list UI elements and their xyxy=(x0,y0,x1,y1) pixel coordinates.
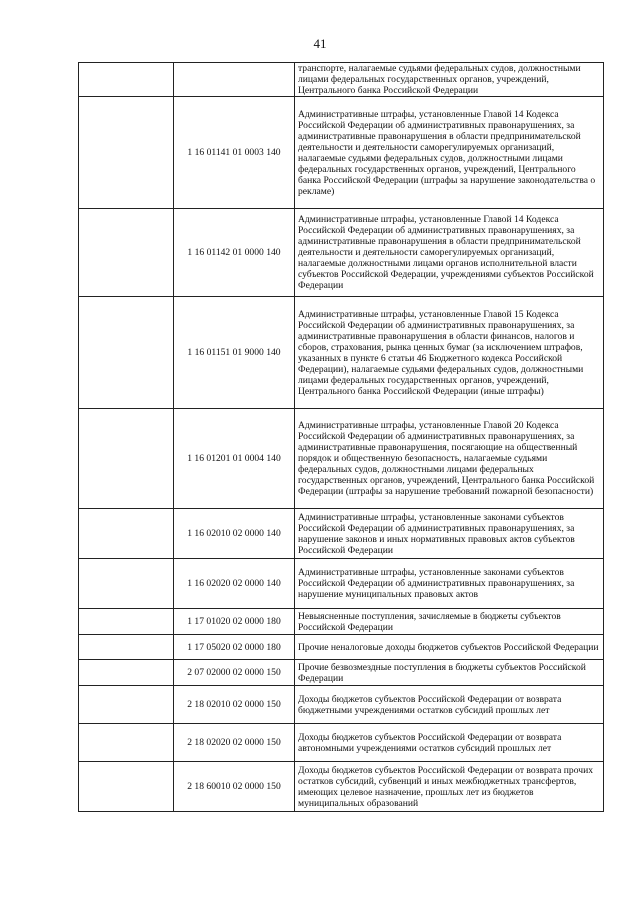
admin-code-cell xyxy=(79,660,174,686)
description-cell: Доходы бюджетов субъектов Российской Федерации от возврата прочих остатков субсидий, субвенций и иных межбюджетных трансфертов, имеющих целевое назначение, прошлых лет из бюджетов муниципальных образований xyxy=(295,762,604,812)
table-row xyxy=(79,609,604,635)
description-cell: Доходы бюджетов субъектов Российской Федерации от возврата автономными учреждениями остатков субсидий прошлых лет xyxy=(295,724,604,762)
admin-code-cell xyxy=(79,559,174,609)
description-cell: транспорте, налагаемые судьями федеральных судов, должностными лицами федеральных государственных органов, учреждений, Центрального банка Российской Федерации xyxy=(295,63,604,97)
admin-code-cell xyxy=(79,297,174,409)
admin-code-cell xyxy=(79,63,174,97)
page-number: 41 xyxy=(313,36,327,51)
table-row xyxy=(79,297,604,409)
table-row xyxy=(79,559,604,609)
budget-code-cell: 2 18 60010 02 0000 150 xyxy=(174,762,295,812)
admin-code-cell xyxy=(79,509,174,559)
budget-code-cell xyxy=(174,63,295,97)
budget-code-cell: 2 18 02020 02 0000 150 xyxy=(174,724,295,762)
table-row xyxy=(79,724,604,762)
admin-code-cell xyxy=(79,609,174,635)
admin-code-cell xyxy=(79,724,174,762)
description-cell: Административные штрафы, установленные законами субъектов Российской Федерации об административных правонарушениях, за нарушение законов и иных нормативных правовых актов субъектов Российской Федерации xyxy=(295,509,604,559)
budget-code-cell: 1 17 05020 02 0000 180 xyxy=(174,635,295,660)
description-cell: Невыясненные поступления, зачисляемые в бюджеты субъектов Российской Федерации xyxy=(295,609,604,635)
table-row xyxy=(79,660,604,686)
admin-code-cell xyxy=(79,635,174,660)
budget-code-cell: 2 07 02000 02 0000 150 xyxy=(174,660,295,686)
budget-code-cell: 1 16 01151 01 9000 140 xyxy=(174,297,295,409)
admin-code-cell xyxy=(79,762,174,812)
budget-code-cell: 1 16 02020 02 0000 140 xyxy=(174,559,295,609)
description-cell: Административные штрафы, установленные Главой 14 Кодекса Российской Федерации об административных правонарушениях, за административные правонарушения в области предпринимательской деятельности и деятельности саморегулируемых организаций, налагаемые должностными лицами органов исполнительной власти субъектов Российской Федерации, учреждениями субъектов Российской Федерации xyxy=(295,209,604,297)
budget-code-cell: 1 16 01141 01 0003 140 xyxy=(174,97,295,209)
description-cell: Административные штрафы, установленные законами субъектов Российской Федерации об административных правонарушениях, за нарушение муниципальных правовых актов xyxy=(295,559,604,609)
budget-code-cell: 2 18 02010 02 0000 150 xyxy=(174,686,295,724)
description-cell: Административные штрафы, установленные Главой 15 Кодекса Российской Федерации об административных правонарушениях, за административные правонарушения в области финансов, налогов и сборов, страхования, рынка ценных бумаг (за исключением штрафов, указанных в пункте 6 статьи 46 Бюджетного кодекса Российской Федерации), налагаемые судьями федеральных судов, должностными лицами федеральных государственных органов, учреждений, Центрального банка Российской Федерации (иные штрафы) xyxy=(295,297,604,409)
budget-code-cell: 1 16 02010 02 0000 140 xyxy=(174,509,295,559)
table-row xyxy=(79,509,604,559)
budget-code-cell: 1 16 01142 01 0000 140 xyxy=(174,209,295,297)
budget-code-cell: 1 17 01020 02 0000 180 xyxy=(174,609,295,635)
table-row xyxy=(79,409,604,509)
description-cell: Прочие безвозмездные поступления в бюджеты субъектов Российской Федерации xyxy=(295,660,604,686)
admin-code-cell xyxy=(79,97,174,209)
table-row xyxy=(79,762,604,812)
admin-code-cell xyxy=(79,209,174,297)
table-row xyxy=(79,686,604,724)
admin-code-cell xyxy=(79,686,174,724)
description-cell: Административные штрафы, установленные Главой 20 Кодекса Российской Федерации об административных правонарушениях, за административные правонарушения, посягающие на общественный порядок и общественную безопасность, налагаемые судьями федеральных судов, должностными лицами федеральных государственных органов, учреждений, Центрального банка Российской Федерации (штрафы за нарушение требований пожарной безопасности) xyxy=(295,409,604,509)
table-row xyxy=(79,97,604,209)
admin-code-cell xyxy=(79,409,174,509)
description-cell: Административные штрафы, установленные Главой 14 Кодекса Российской Федерации об административных правонарушениях, за административные правонарушения в области предпринимательской деятельности и деятельности саморегулируемых организаций, налагаемые судьями федеральных судов, должностными лицами федеральных государственных органов, учреждений, Центрального банка Российской Федерации (штрафы за нарушение законодательства о рекламе) xyxy=(295,97,604,209)
description-cell: Доходы бюджетов субъектов Российской Федерации от возврата бюджетными учреждениями остатков субсидий прошлых лет xyxy=(295,686,604,724)
budget-code-cell: 1 16 01201 01 0004 140 xyxy=(174,409,295,509)
description-cell: Прочие неналоговые доходы бюджетов субъектов Российской Федерации xyxy=(295,635,604,660)
table-row xyxy=(79,635,604,660)
revenue-codes-table xyxy=(78,62,604,812)
table-row xyxy=(79,63,604,97)
table-row xyxy=(79,209,604,297)
